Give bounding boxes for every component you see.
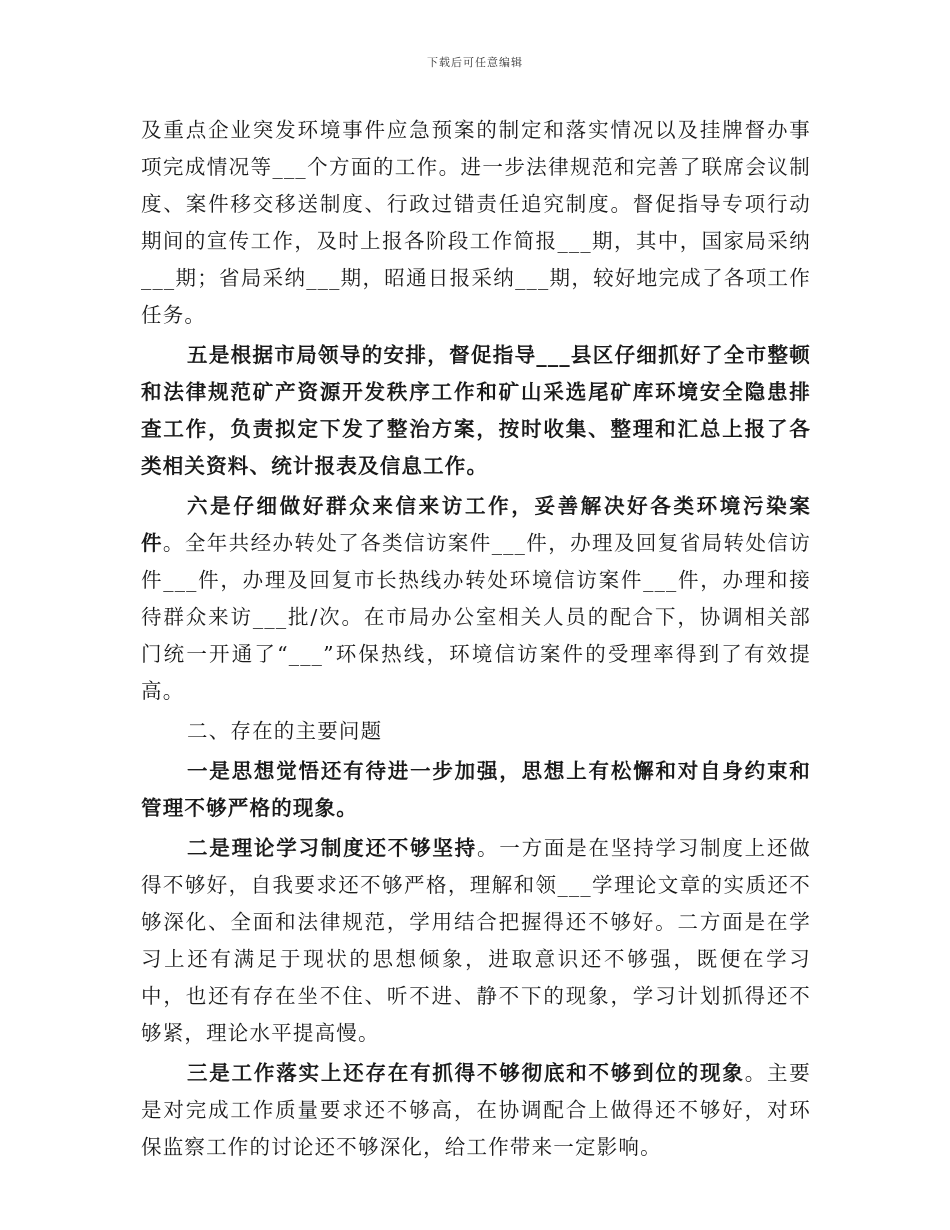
point-six-text: 。全年共经办转处了各类信访案件___件，办理及回复省局转处信访件___件，办理及回复市长热线办转处环境信访案件___件，办理和接待群众来访___批/次。在市局办公室相关人员的配合下，协调相关部门统一开通了“___”环保热线，环境信访案件的受理率得到了有效提高。 [141, 531, 811, 703]
paragraph-continuation: 及重点企业突发环境事件应急预案的制定和落实情况以及挂牌督办事项完成情况等___个方面的工作。进一步法律规范和完善了联席会议制度、案件移交移送制度、行政过错责任追究制度。督促指导专项行动期间的宣传工作，及时上报各阶段工作简报___期，其中，国家局采纳___期；省局采纳___期，昭通日报采纳___期，较好地完成了各项工作任务。 [141, 118, 811, 327]
page-header: 下载后可任意编辑 [427, 56, 523, 69]
problem-three-text: 。主要是对完成工作质量要求还不够高，在协调配合上做得还不够好，对环保监察工作的讨论还不够深化，给工作带来一定影响。 [141, 1061, 812, 1159]
problem-three-heading: 三是工作落实上还存在有抓得不够彻底和不够到位的现象 [187, 1061, 745, 1085]
paragraph-point-six [141, 488, 811, 710]
paragraph-problem-one: 一是思想觉悟还有待进一步加强，思想上有松懈和对自身约束和管理不够严格的现象。 [141, 759, 811, 820]
section-heading-problems: 二、存在的主要问题 [187, 719, 383, 743]
problem-two-heading: 二是理论学习制度还不够坚持 [187, 836, 477, 860]
problem-two-text: 。一方面是在坚持学习制度上还做得不够好，自我要求还不够严格，理解和领___学理论文章的实质还不够深化、全面和法律规范，学用结合把握得还不够好。二方面是在学习上还有满足于现状的思想倾象，进取意识还不够强，既便在学习中，也还有存在坐不住、听不进、静不下的现象，学习计划抓得还不够紧，理论水平提高慢。 [141, 836, 811, 1045]
paragraph-problem-three [141, 1055, 811, 1166]
paragraph-problem-two [141, 830, 811, 1052]
paragraph-point-five: 五是根据市局领导的安排，督促指导___县区仔细抓好了全市整顿和法律规范矿产资源开发秩序工作和矿山采选尾矿库环境安全隐患排查工作，负责拟定下发了整治方案，按时收集、整理和汇总上报了各类相关资料、统计报表及信息工作。 [141, 343, 811, 478]
point-six-heading: 六是仔细做好群众来信来访工作，妥善解决好各类环境污染案件 [141, 494, 811, 555]
document-body [141, 112, 811, 1169]
